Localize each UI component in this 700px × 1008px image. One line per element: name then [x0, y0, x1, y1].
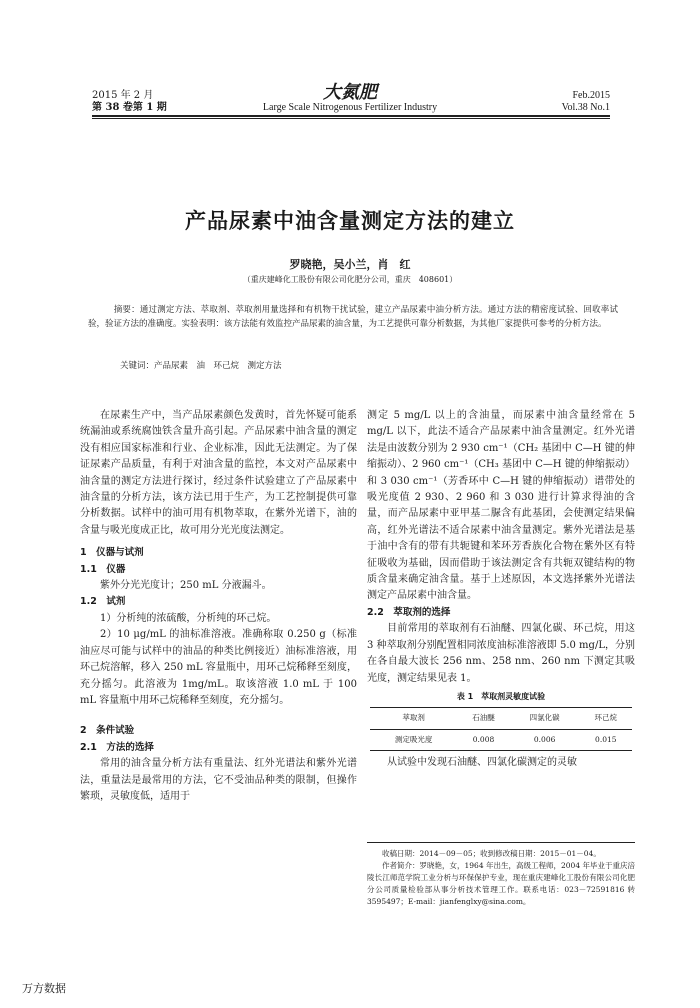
journal-logo: 大氮肥: [323, 82, 377, 103]
section-2-heading: 2 条件试验: [80, 725, 135, 737]
abstract: [88, 303, 618, 331]
table-header: 石油醚: [472, 713, 495, 723]
instruments-text: 紫外分光光度计；250 mL 分液漏斗。: [100, 580, 272, 592]
header-rule: [92, 115, 610, 117]
table-header: 环己烷: [594, 713, 618, 723]
section-1-heading: 1 仪器与试剂: [80, 547, 144, 559]
continued-paragraph: 测定 5 mg/L 以上的含油量，而尿素中油含量经常在 5 mg/L 以下，此法不适合产品尿素中油含量测定。红外光谱法是由波数分别为 2 930 cm⁻¹（CH₂ 基团中 C—H 键的伸缩振动）、2 960 cm⁻¹（CH₃ 基团中 C—H 键的伸缩振动）和 3 030 cm⁻¹（芳香环中 C—H 键的伸缩振动）谱带处的吸光度值 2 930、2 960 和 3 030 进行计算求得油的含量，而产品尿素中亚甲基二脲含有此基团，会使测定结果偏高，红外光谱法不适合尿素中油含量测定。紫外光谱法是基于油中含有的带有共轭键和苯环芳香族化合物在紫外区有特征吸收为基础，因而借助于该法测定含有共轭双键结构的物质含量来确定油含量。基于上述原因，本文选择紫外光谱法测定产品尿素中油含量。: [367, 410, 635, 602]
method-paragraph: 常用的油含量分析方法有重量法、红外光谱法和紫外光谱法，重量法是最常用的方法，它不受油品种类的限制，但操作繁琐，灵敏度低，适用于: [80, 758, 357, 802]
intro-paragraph: 在尿素生产中，当产品尿素颜色发黄时，首先怀疑可能系统漏油或系统腐蚀铁含量升高引起。产品尿素中油含量的测定没有相应国家标准和行业、企业标准，因此无法测定。为了保证尿素产品质量，有利于对油含量的监控，本文对产品尿素中油含量的测定方法进行探讨，经过条件试验建立了产品尿素中油含量的分析方法，该方法已用于生产，为工艺控制提供可靠分析数据。试样中的油可用有机物萃取，在紫外光谱下，油的含量与吸光度成正比，故可用分光光度法测定。: [80, 410, 357, 536]
header-volume-cn: 第 38 卷第 1 期: [92, 102, 167, 113]
solvent-paragraph: 目前常用的萃取剂有石油醚、四氯化碳、环己烷，用这 3 种萃取剂分别配置相同浓度油标准溶液即 5.0 mg/L，分别在各自最大波长 256 nm、258 nm、260 nm 下测定其吸光度，测定结果见表 1。: [367, 623, 635, 684]
table-header: 四氯化碳: [529, 713, 560, 723]
keywords: 关键词：产品尿素 油 环己烷 测定方法: [120, 361, 282, 371]
table-cell: 0.008: [472, 734, 495, 744]
affiliation: （重庆建峰化工股份有限公司化肥分公司，重庆 408601）: [242, 275, 458, 284]
right-column: [367, 408, 635, 772]
section-1-2-heading: 1.2 试剂: [80, 596, 126, 608]
section-2-2-heading: 2.2 萃取剂的选择: [367, 606, 451, 618]
footnotes: [367, 848, 635, 908]
header-date-cn: 2015 年 2 月: [92, 90, 154, 101]
table-header-row: [370, 708, 632, 729]
header-date-en: Feb.2015: [572, 90, 610, 101]
abstract-text: 摘要：通过测定方法、萃取剂、萃取剂用量选择和有机物干扰试验，建立产品尿素中油分析方法。通过方法的精密度试验、回收率试验，验证方法的准确度。实验表明：该方法能有效监控产品尿素的油含量，为工艺提供可靠分析数据，为其他厂家提供可参考的分析方法。: [88, 305, 618, 329]
table-row-label: 测定吸光度: [394, 734, 433, 744]
article-title: 产品尿素中油含量测定方法的建立: [185, 209, 515, 233]
header-rule-thin: [92, 118, 610, 119]
table-header: 萃取剂: [402, 713, 425, 723]
left-column: [80, 408, 357, 805]
table-cell: 0.015: [595, 734, 617, 744]
table-1: [370, 707, 632, 751]
section-2-1-heading: 2.1 方法的选择: [80, 741, 154, 753]
authors: 罗晓艳，吴小兰，肖 红: [289, 258, 411, 271]
reagent-2: 2）10 μg/mL 的油标准溶液。准确称取 0.250 g（标准油应尽可能与试样中的油品的种类比例接近）油标准溶液，用环己烷溶解，移入 250 mL 容量瓶中，用环己烷稀释至刻度，充分摇匀。此溶液为 1mg/mL。取该溶液 1.0 mL 于 100 mL 容量瓶中用环己烷稀释至刻度，充分摇匀。: [80, 629, 357, 706]
reagent-1: 1）分析纯的浓硫酸，分析纯的环己烷。: [100, 612, 277, 624]
journal-name-en: Large Scale Nitrogenous Fertilizer Industry: [262, 102, 438, 113]
footnote-rule: [367, 842, 635, 843]
author-bio: 作者简介：罗晓艳，女，1964 年出生，高级工程师，2004 年毕业于重庆涪陵长江师范学院工业分析与环保保护专业，现在重庆建峰化工股份有限公司化肥分公司质量检验部从事分析技术管理工作。联系电话：023－72591816 转 3595497；E-mail：jianfenglxy@sina.com。: [367, 861, 635, 906]
received-date: 收稿日期：2014－09－05；收到修改稿日期：2015－01－04。: [382, 849, 601, 858]
section-1-1-heading: 1.1 仪器: [80, 563, 126, 575]
table-row: [370, 729, 632, 750]
after-table-paragraph: 从试验中发现石油醚、四氯化碳测定的灵敏: [387, 757, 577, 769]
footer-watermark: 万方数据: [22, 982, 66, 995]
header-volume-en: Vol.38 No.1: [561, 102, 610, 113]
table-1-caption: 表 1 萃取剂灵敏度试验: [456, 691, 546, 701]
table-cell: 0.006: [533, 734, 556, 744]
